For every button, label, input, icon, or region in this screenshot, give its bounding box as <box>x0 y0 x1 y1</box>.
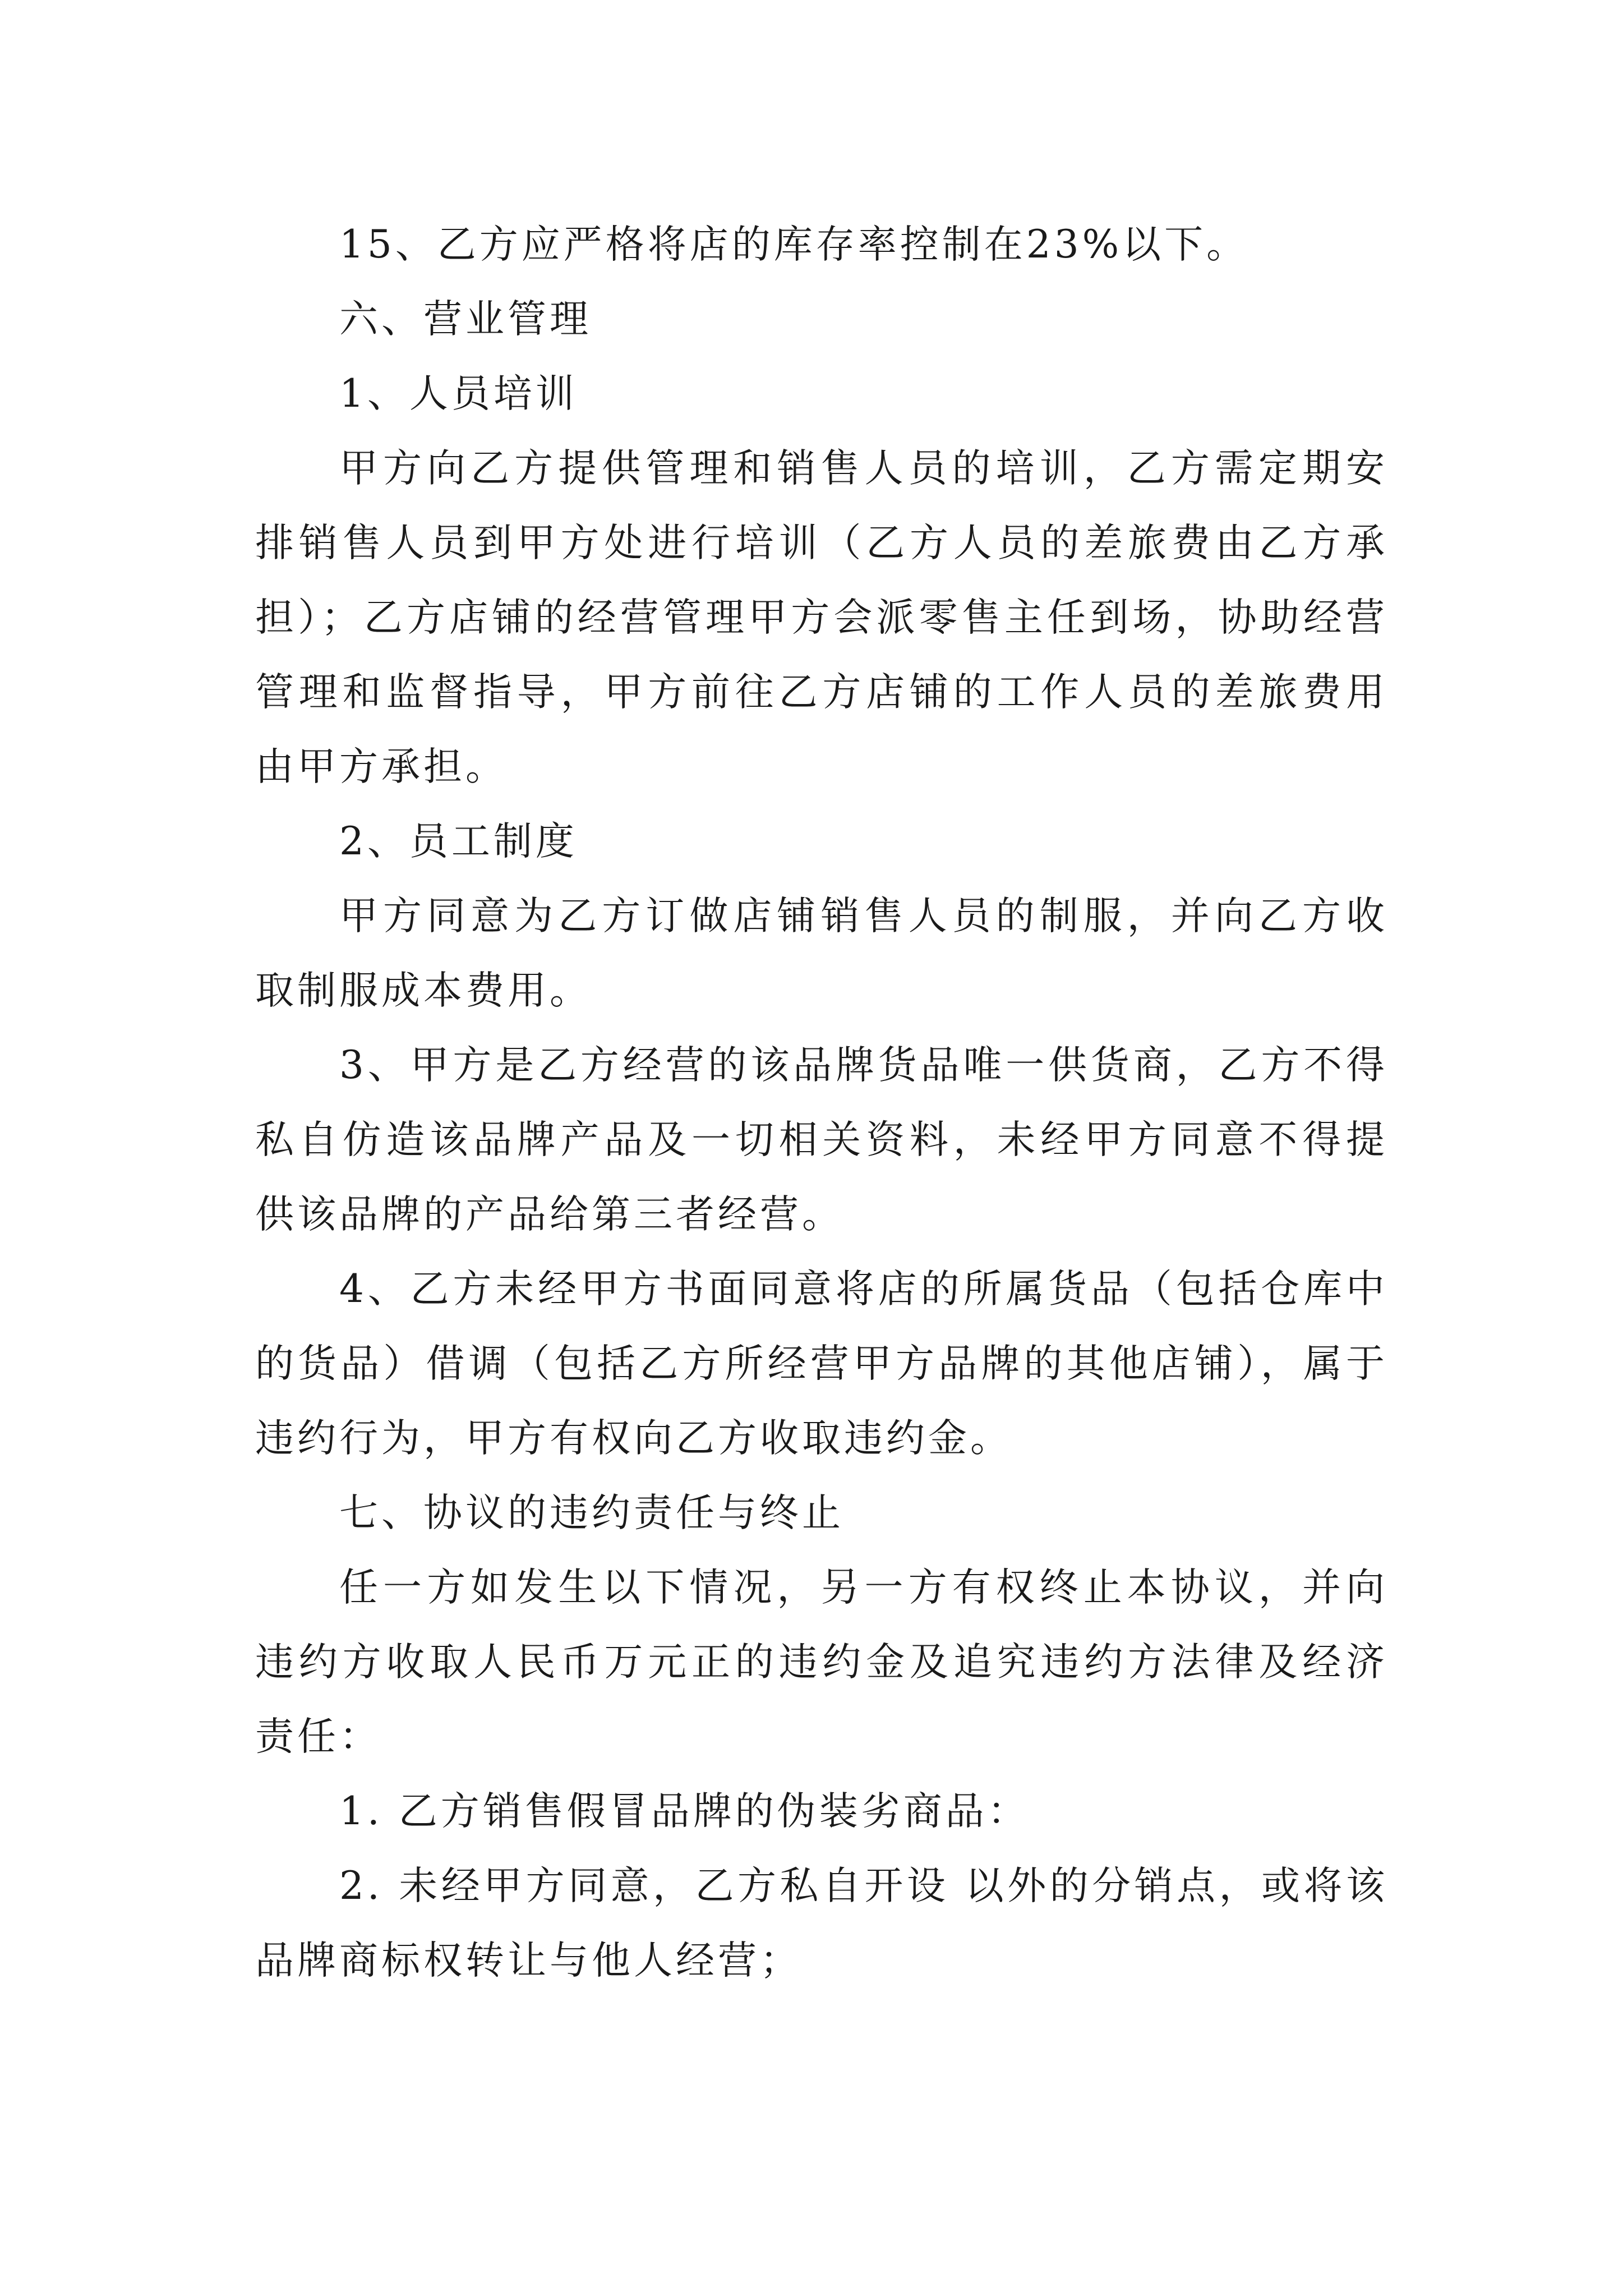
heading-business-management: 六、营业管理 <box>339 297 592 342</box>
heading-breach-termination: 七、协议的违约责任与终止 <box>339 1490 844 1535</box>
paragraph-training-details: 甲方向乙方提供管理和销售人员的培训，乙方需定期安排销售人员到甲方处进行培训（乙方人员的差旅费由乙方承担）；乙方店铺的经营管理甲方会派零售主任到场，协助经营管理和监督指导，甲方前往乙方店铺的工作人员的差旅费用由甲方承担。 <box>255 446 1388 789</box>
list-item-unauthorized-outlet: 2. 未经甲方同意，乙方私自开设 以外的分销点，或将该品牌商标权转让与他人经营； <box>255 1864 1388 1983</box>
document-body <box>255 208 1388 1998</box>
paragraph-goods-transfer: 4、乙方未经甲方书面同意将店的所属货品（包括仓库中的货品）借调（包括乙方所经营甲方品牌的其他店铺），属于违约行为，甲方有权向乙方收取违约金。 <box>255 1267 1388 1461</box>
subheading-employee-policy: 2、员工制度 <box>339 819 578 864</box>
list-item-counterfeit: 1. 乙方销售假冒品牌的伪装劣商品： <box>339 1789 1030 1834</box>
paragraph-inventory-rate: 15、乙方应严格将店的库存率控制在23%以下。 <box>339 222 1249 267</box>
paragraph-sole-supplier: 3、甲方是乙方经营的该品牌货品唯一供货商，乙方不得私自仿造该品牌产品及一切相关资料，未经甲方同意不得提供该品牌的产品给第三者经营。 <box>255 1043 1388 1237</box>
paragraph-uniform: 甲方同意为乙方订做店铺销售人员的制服，并向乙方收取制服成本费用。 <box>255 894 1388 1013</box>
subheading-staff-training: 1、人员培训 <box>339 371 578 416</box>
paragraph-termination-conditions: 任一方如发生以下情况，另一方有权终止本协议，并向违约方收取人民币万元正的违约金及追究违约方法律及经济责任： <box>255 1565 1388 1759</box>
